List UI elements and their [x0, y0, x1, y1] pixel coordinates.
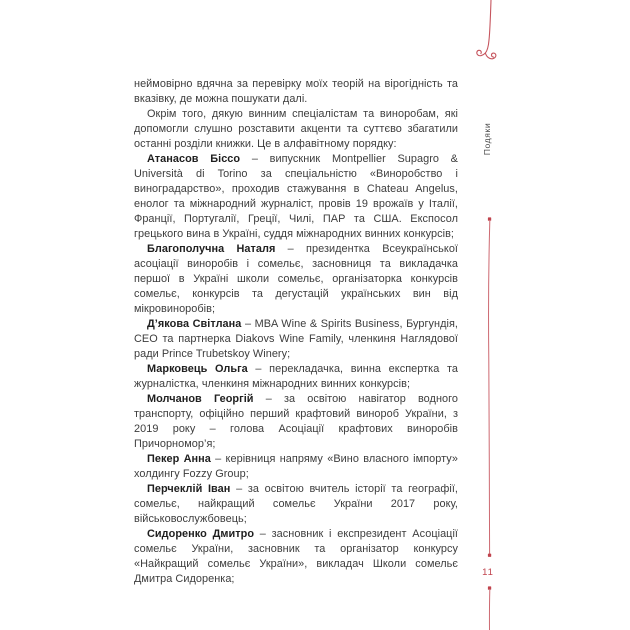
curled-ribbon-icon	[477, 0, 496, 59]
acknowledgement-entry: Молчанов Георгій – за освітою навігатор водного транспорту, офіційно перший крафтовий винороб України, з 2019 року – голова Асоціації крафтових виноробів Причорномор’я;	[134, 393, 459, 450]
acknowledgement-entry: Атанасов Біссо – випускник Montpellier Supagro & Università di Torino за спеціальністю «Виноробство і виноградарство», проходив стажування в Chateau Angelus, енолог та міжнародний журналіст, провів 19 врожаїв у Італії, Франції, Португалії, Греції, Чилі, ПАР та США. Експосол грецького вина в Україні, суддя міжнародних винних конкурсів;	[134, 153, 458, 240]
acknowledgement-entry: Сидоренко Дмитро – засновник і експрезидент Асоціації сомельє України, засновник та організатор конкурсу «Найкращий сомельє України», викладач Школи сомельє Дмитра Сидоренка;	[134, 528, 459, 585]
entry-name: Пекер Анна	[147, 453, 216, 465]
entry-name: Марковець Ольга	[147, 363, 256, 375]
margin-rule-upper	[489, 221, 490, 555]
acknowledgement-entry: Благополучна Наталя – президентка Всеукраїнської асоціації виноробів і сомельє, засновниця та викладачка першої в Україні школи сомельє, організаторка конкурсів сомельє, конкурсів та дегустацій українських вин від мікровиноробів;	[134, 243, 458, 315]
paragraph: неймовірно вдячна за перевірку моїх теорій на вірогідність та вказівку, де можна пошукати далі.	[134, 78, 458, 105]
rule-end-dot-bottom	[488, 554, 491, 557]
acknowledgement-entry: Марковець Ольга – перекладачка, винна експертка та журналістка, членкиня міжнародних винних конкурсів;	[134, 363, 458, 390]
entry-name: Благополучна Наталя	[147, 243, 288, 255]
entry-name: Атанасов Біссо	[147, 153, 252, 165]
entry-name: Сидоренко Дмитро	[147, 528, 260, 540]
entry-name: Перчеклій Іван	[147, 483, 237, 495]
rule-lower-dot	[488, 586, 491, 589]
text-column	[134, 77, 458, 587]
acknowledgement-entry: Пекер Анна – керівниця напряму «Вино власного імпорту» холдингу Fozzy Group;	[134, 453, 458, 480]
acknowledgement-entry: Д’якова Світлана – MBA Wine & Spirits Business, Бургундія, CEO та партнерка Diakovs Wine Family, членкиня Наглядової ради Prince Trubetskoy Winery;	[134, 318, 458, 360]
rule-end-dot-top	[488, 217, 491, 220]
chapter-side-label: Подяки	[482, 122, 492, 156]
chapter-side-label-wrap	[477, 111, 497, 167]
entry-name: Д’якова Світлана	[147, 318, 245, 330]
page-number: 11	[482, 567, 494, 578]
entry-name: Молчанов Георгій	[147, 393, 266, 405]
paragraph: Окрім того, дякую винним спеціалістам та виноробам, які допомогли слушно розставити акценти та суттєво збагатили останні розділи книжки. Це в алфавітному порядку:	[134, 108, 458, 150]
acknowledgement-entry: Перчеклій Іван – за освітою вчитель історії та географії, сомельє, найкращий сомельє України 2017 року, військовослужбовець;	[134, 483, 458, 525]
